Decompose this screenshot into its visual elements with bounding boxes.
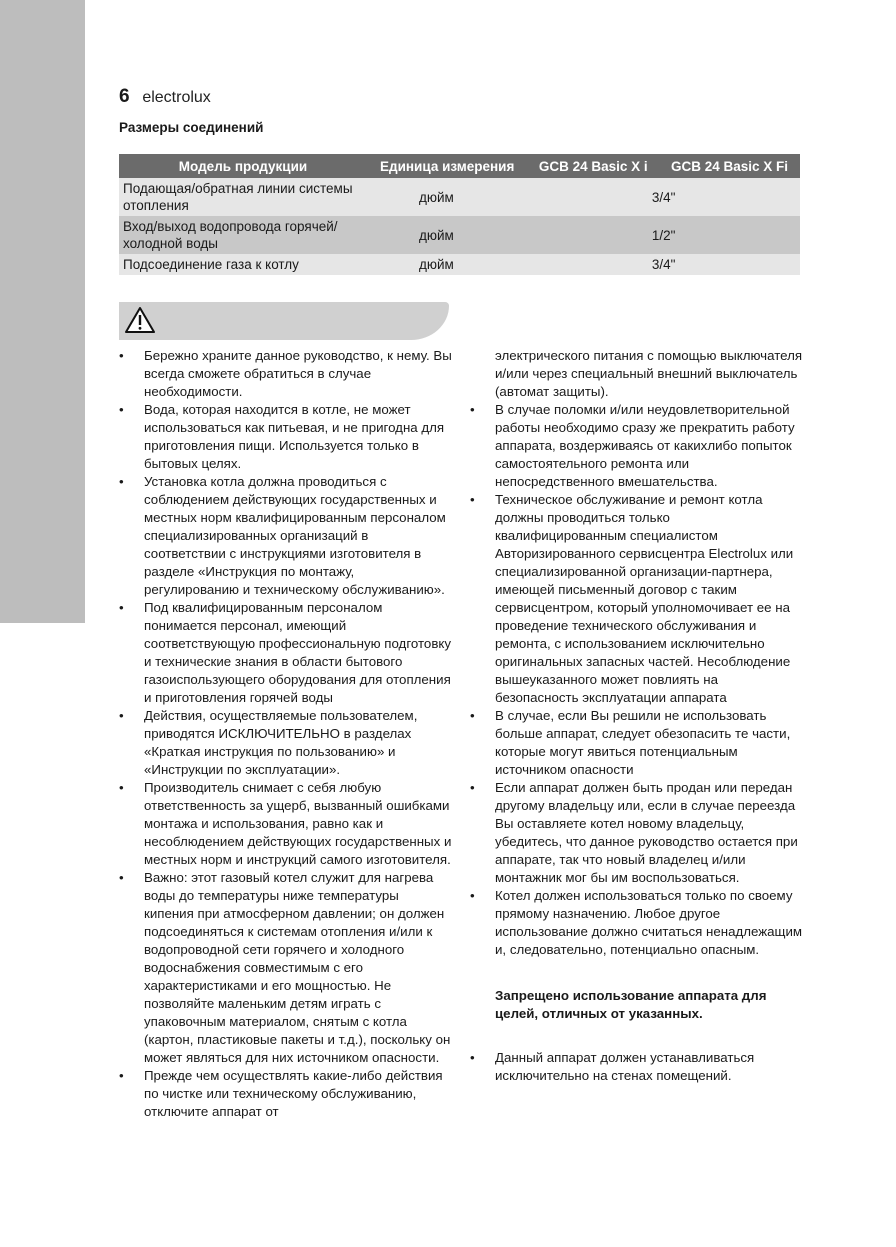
list-item: • Установка котла должна проводиться с соблюдением действующих государственных и местных норм квалифицированным персоналом специализированных организаций в соответствии с инструкциями изготовителя в разделе «Инструкция по монтажу, регулированию и техническому обслуживанию». xyxy=(119,474,446,597)
warning-banner xyxy=(119,302,449,340)
list-item: • Под квалифицированным персоналом понимается персонал, имеющий соответствующую профессиональную подготовку и технические знания в области бытового газоиспользующего оборудования для отопления и приготовления горячей воды xyxy=(119,600,451,705)
row-unit: дюйм xyxy=(367,216,527,254)
list-item: • Если аппарат должен быть продан или передан другому владельцу или, если в случае переезда Вы оставляете котел новому владельцу, убедитесь, что данное руководство остается при аппарате, так что новый владелец и/или монтажник мог бы им воспользоваться. xyxy=(470,780,798,885)
table-row xyxy=(119,254,800,275)
bullet-icon: • xyxy=(119,474,124,489)
bullet-icon: • xyxy=(470,402,475,417)
table-row xyxy=(119,178,800,216)
bullet-icon: • xyxy=(119,402,124,417)
section-title: Размеры соединений xyxy=(119,120,264,135)
row-name: Подсоединение газа к котлу xyxy=(119,254,367,275)
page-header xyxy=(119,86,211,108)
bullet-icon: • xyxy=(119,708,124,723)
row-unit: дюйм xyxy=(367,254,527,275)
row-value: 3/4" xyxy=(527,178,800,216)
page-number: 6 xyxy=(119,86,130,107)
safety-list-final xyxy=(468,1049,803,1085)
safety-list-left xyxy=(117,347,452,1121)
continued-text: электрического питания с помощью выключателя и/или через специальный внешний выключатель (автомат защиты). xyxy=(495,348,803,399)
list-item: • Данный аппарат должен устанавливаться исключительно на стенах помещений. xyxy=(470,1050,755,1083)
list-item: • Котел должен использоваться только по своему прямому назначению. Любое другое использование должно считаться ненадлежащим и, следовательно, потенциально опасным. xyxy=(470,888,803,957)
row-name: Вход/выход водопровода горячей/холодной воды xyxy=(119,216,367,254)
prohibition-note: Запрещено использование аппарата для целей, отличных от указанных. xyxy=(495,988,767,1021)
list-item: • Производитель снимает с себя любую ответственность за ущерб, вызванный ошибками монтажа и использования, равно как и несоблюдением действующих государственных и местных норм и инструкций самого изготовителя. xyxy=(119,780,452,867)
bullet-icon: • xyxy=(470,1050,475,1065)
row-value: 1/2" xyxy=(527,216,800,254)
list-item: • Прежде чем осуществлять какие-либо действия по чистке или техническому обслуживанию, отключите аппарат от xyxy=(119,1068,443,1119)
bullet-icon: • xyxy=(119,1068,124,1083)
header-model-xi: GCB 24 Basic X i xyxy=(527,154,659,178)
bullet-icon: • xyxy=(470,492,475,507)
left-column xyxy=(117,347,452,1121)
list-item: • В случае, если Вы решили не использовать больше аппарат, следует обезопасить те части, которые могут явиться потенциальным источником опасности xyxy=(470,708,791,777)
header-unit: Единица измерения xyxy=(367,154,527,178)
row-unit: дюйм xyxy=(367,178,527,216)
safety-list-right xyxy=(468,401,803,959)
list-item: • В случае поломки и/или неудовлетворительной работы необходимо сразу же прекратить работу аппарата, воздерживаясь от какихлибо попыток самостоятельного ремонта или непосредственного вмешательства. xyxy=(470,402,795,489)
list-item: • Вода, которая находится в котле, не может использоваться как питьевая, и не пригодна для приготовления пищи. Используется только в бытовых целях. xyxy=(119,402,445,471)
list-item: • Действия, осуществляемые пользователем, приводятся ИСКЛЮЧИТЕЛЬНО в разделах «Краткая инструкция по пользованию» и «Инструкции по эксплуатации». xyxy=(119,708,418,777)
list-item: • Важно: этот газовый котел служит для нагрева воды до температуры ниже температуры кипения при атмосферном давлении; он должен подсоединяться к системам отопления и/или к водопроводной сети горячего и холодного водоснабжения совместимым с его характеристиками и его мощностью. Не позволяйте маленьким детям играть с упаковочным материалом, снятым с котла (картон, пластиковые пакеты и т.д.), поскольку он может являться для них источником опасности. xyxy=(119,870,451,1065)
brand-name: electrolux xyxy=(142,89,211,106)
header-model-xfi: GCB 24 Basic X Fi xyxy=(659,154,800,178)
list-item: • Бережно храните данное руководство, к нему. Вы всегда сможете обратиться в случае необходимости. xyxy=(119,348,452,399)
list-item: • Техническое обслуживание и ремонт котла должны проводиться только квалифицированным специалистом Авторизированного сервисцентра Electrolux или специализированной организации-партнера, имеющей письменный договор с таким сервисцентром, который уполномочивает ее на проведение технического обслуживания и ремонта, с использованием исключительно оригинальных запасных частей. Несоблюдение вышеуказанного может повлиять на безопасность эксплуатации аппарата xyxy=(470,492,794,705)
bullet-icon: • xyxy=(470,708,475,723)
bullet-icon: • xyxy=(119,348,124,363)
page-side-band xyxy=(0,0,85,623)
row-name: Подающая/обратная линии системы отопления xyxy=(119,178,367,216)
table-row xyxy=(119,216,800,254)
row-value: 3/4" xyxy=(527,254,800,275)
warning-triangle-icon xyxy=(124,306,156,334)
table-header-row xyxy=(119,154,800,178)
bullet-icon: • xyxy=(119,600,124,615)
bullet-icon: • xyxy=(470,888,475,903)
header-model: Модель продукции xyxy=(119,154,367,178)
connection-sizes-table xyxy=(119,154,800,275)
right-column xyxy=(468,347,803,1085)
bullet-icon: • xyxy=(119,780,124,795)
bullet-icon: • xyxy=(470,780,475,795)
bullet-icon: • xyxy=(119,870,124,885)
